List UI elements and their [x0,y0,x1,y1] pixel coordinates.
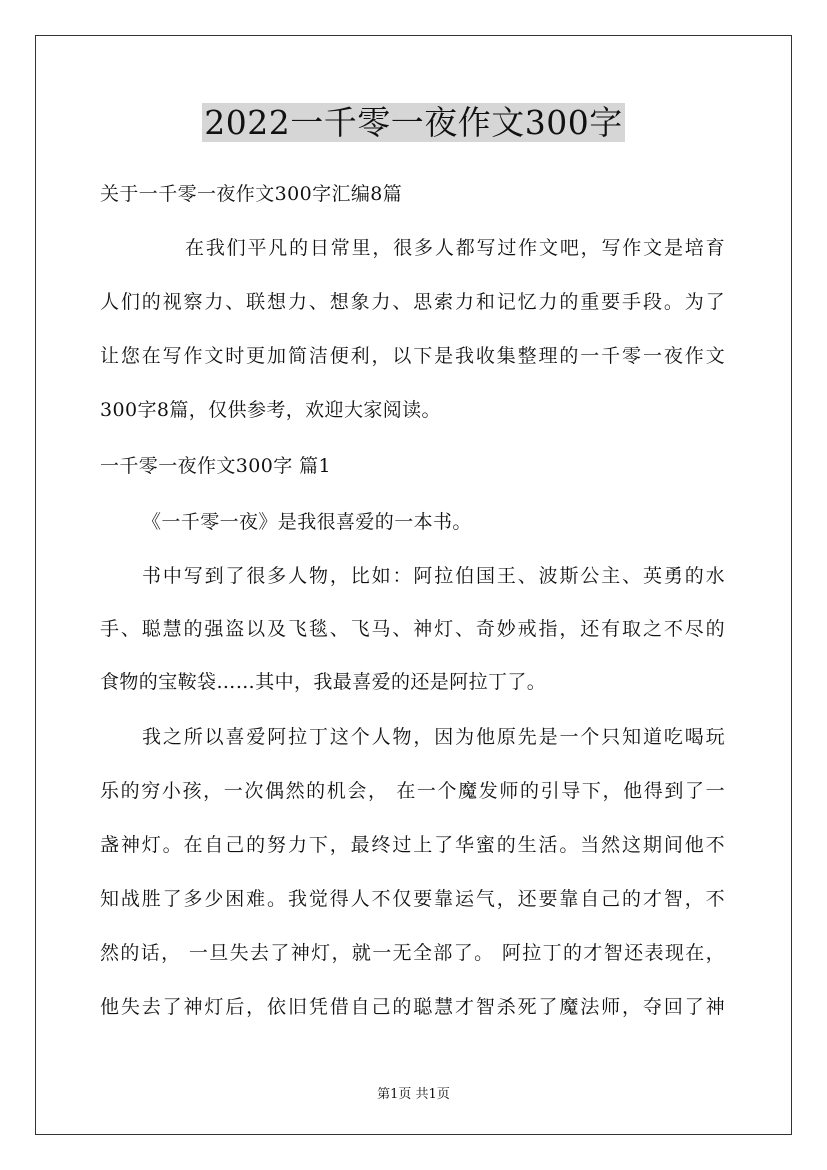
body-line: 盏神灯。在自己的努力下，最终过上了华蜜的生活。当然这期间他不 [100,834,725,856]
body-line: 知战胜了多少困难。我觉得人不仅要靠运气，还要靠自己的才智，不 [100,888,725,910]
body-line: 我之所以喜爱阿拉丁这个人物，因为他原先是一个只知道吃喝玩 [142,726,725,748]
body-line: 手、聪慧的强盗以及飞毯、飞马、神灯、奇妙戒指，还有取之不尽的 [100,618,725,640]
body-line: 食物的宝鞍袋……其中，我最喜爱的还是阿拉丁了。 [100,671,547,693]
document-title-wrapper [0,100,827,146]
body-line: 然的话， 一旦失去了神灯，就一无全部了。 阿拉丁的才智还表现在， [100,942,725,964]
body-line: 乐的穷小孩，一次偶然的机会， 在一个魔发师的引导下，他得到了一 [100,780,725,802]
body-line: 《一千零一夜》是我很喜爱的一本书。 [142,511,472,533]
intro-line: 人们的视察力、联想力、想象力、思索力和记忆力的重要手段。为了 [100,291,725,313]
intro-line: 300字8篇，仅供参考，欢迎大家阅读。 [100,399,441,421]
body-line: 书中写到了很多人物，比如：阿拉伯国王、波斯公主、英勇的水 [142,565,725,587]
section-heading: 一千零一夜作文300字 篇1 [100,455,331,477]
body-line: 他失去了神灯后，依旧凭借自己的聪慧才智杀死了魔法师，夺回了神 [100,996,725,1018]
page-footer: 第1页 共1页 [377,1087,450,1102]
intro-line: 让您在写作文时更加简洁便利，以下是我收集整理的一千零一夜作文 [100,345,725,367]
intro-line: 在我们平凡的日常里，很多人都写过作文吧，写作文是培育 [185,237,725,259]
document-title: 2022一千零一夜作文300字 [204,103,623,142]
document-subtitle: 关于一千零一夜作文300字汇编8篇 [100,183,403,205]
